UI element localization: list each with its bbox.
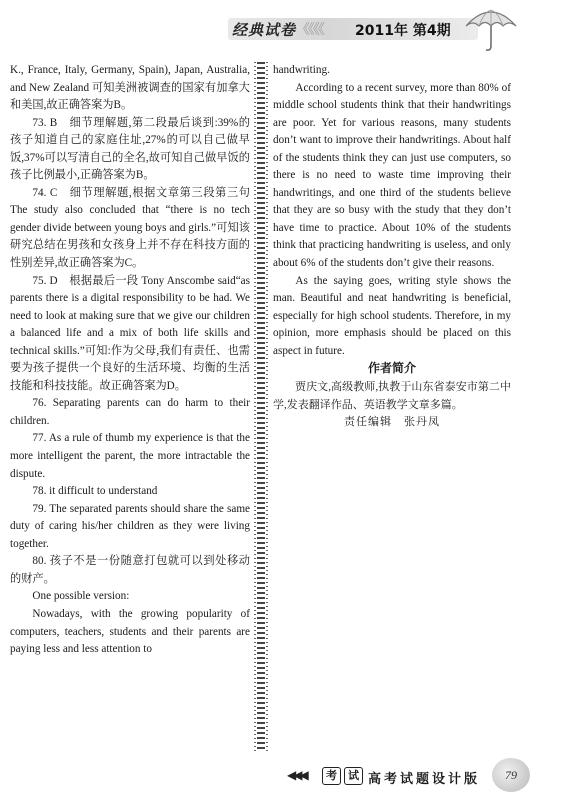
essay-paragraph: As the saying goes, writing style shows the man. Beautiful and neat handwriting is beneficial, especially for high school students. Therefore, in my opinion, more emphasis should be placed on this aspect in future. bbox=[273, 274, 511, 357]
left-column bbox=[10, 62, 250, 659]
page-header bbox=[0, 0, 581, 60]
essay-paragraph: According to a recent survey, more than 80% of middle school students think that their handwritings are poor. Yet for various reasons, many students don’t want to improve their handwritings. About half of the students think they can just use computers, so there is no need to waste time improving their handwritings, and one third of the students believe that they are so busy with the study that they don’t have time to practice. About 10% of the students think that practicing handwriting is useless, and only about 6% of the students don’t give their reasons. bbox=[273, 81, 511, 270]
essay-paragraph: handwriting. bbox=[273, 64, 330, 76]
answer-73: 73. B 细节理解题,第二段最后谈到:39%的孩子知道自己的家庭住址,27%的可以自己做早饭,37%可以写清自己的全名,故可知自己做早饭的孩子比例最小,正确答案为B。 bbox=[10, 116, 250, 182]
page-footer bbox=[0, 755, 581, 800]
editor-credit: 责任编辑 张丹凤 bbox=[344, 415, 440, 428]
answer-80: 80. 孩子不是一份随意打包就可以到处移动的财产。 bbox=[10, 555, 250, 585]
arrow-left-icon: ◀◀◀ bbox=[287, 768, 306, 782]
answer-76: 76. Separating parents can do harm to their children. bbox=[10, 397, 250, 427]
page-number: 79 bbox=[492, 758, 530, 792]
journal-logo: 经典试卷 bbox=[232, 21, 297, 39]
column-divider bbox=[257, 62, 265, 752]
paragraph: K., France, Italy, Germany, Spain), Japan, Australia, and New Zealand 可知美洲被调查的国家有加拿大和美国,故正确答案为B。 bbox=[10, 64, 250, 112]
answer-75: 75. D 根据最后一段 Tony Anscombe said“as parents there is a digital responsibility to be had. We need to look at making sure that we give our children a balanced life and a mix of both life skills and technical skills.”可知:作为父母,我们有责任、也需要为孩子提供一个良好的生活环境、均衡的生活技能和科技技能。故正确答案为D。 bbox=[10, 274, 250, 392]
author-bio: 贾庆文,高级教师,执教于山东省泰安市第二中学,发表翻译作品、英语教学文章多篇。 bbox=[273, 380, 511, 411]
answer-77: 77. As a rule of thumb my experience is that the more intelligent the parent, the more intractable the dispute. bbox=[10, 432, 250, 480]
essay-paragraph: Nowadays, with the growing popularity of computers, teachers, students and their parents are paying less and less attention to bbox=[10, 607, 250, 656]
version-label: One possible version: bbox=[32, 590, 130, 603]
right-column bbox=[273, 62, 511, 431]
author-heading: 作者简介 bbox=[367, 361, 416, 376]
answer-74: 74. C 细节理解题,根据文章第三段第三句 The study also concluded that “there is no tech gender divide between young boys and girls.”可知该研究总结在男孩和女孩身上并不存在科技方面的性别差异,故正确答案为C。 bbox=[10, 186, 250, 270]
footer-box-kao: 考 bbox=[322, 767, 341, 785]
answer-78: 78. it difficult to understand bbox=[32, 485, 158, 498]
header-chevrons: 《《《《 bbox=[296, 22, 323, 38]
footer-box-shi: 试 bbox=[344, 767, 363, 785]
footer-title: 高考试题设计版 bbox=[368, 772, 481, 787]
umbrella-icon bbox=[462, 4, 520, 54]
answer-79: 79. The separated parents should share the same duty of caring his/her children as they were living together. bbox=[10, 502, 250, 550]
issue-label: 2011年 第4期 bbox=[355, 23, 451, 39]
